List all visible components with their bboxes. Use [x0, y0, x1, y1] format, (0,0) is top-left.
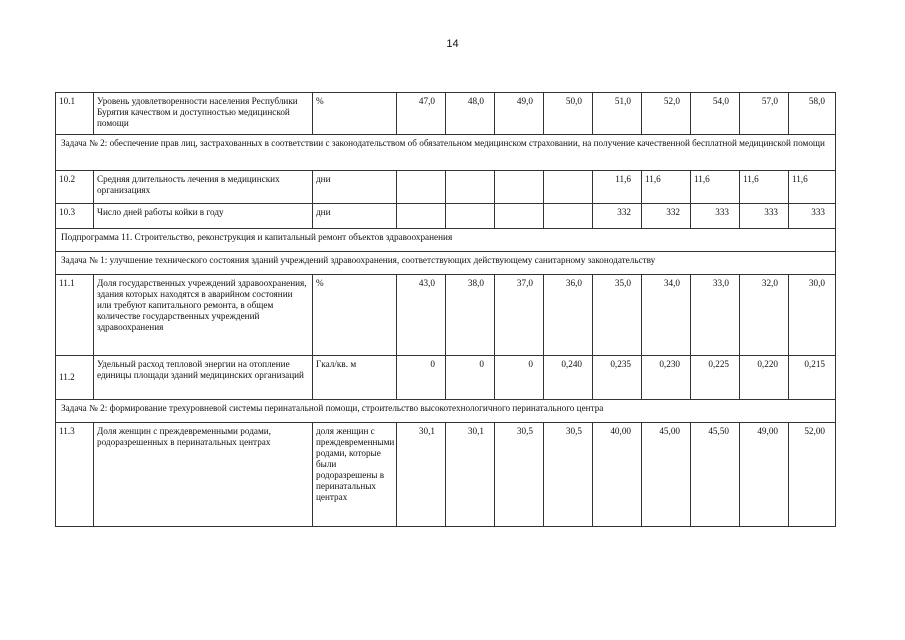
value-cell: 0,235	[593, 356, 642, 400]
value-cell: 45,00	[642, 423, 691, 527]
indicator-name: Уровень удовлетворенности населения Республики Бурятия качеством и доступностью медицинской помощи	[94, 93, 313, 135]
row-id: 11.1	[56, 275, 94, 356]
value-cell: 51,0	[593, 93, 642, 135]
value-cell: 333	[789, 204, 836, 229]
unit: Гкал/кв. м	[313, 356, 397, 400]
table-row	[56, 356, 836, 400]
value-cell	[446, 204, 495, 229]
value-cell	[397, 171, 446, 204]
unit: дни	[313, 171, 397, 204]
indicator-name: Удельный расход тепловой энергии на отопление единицы площади зданий медицинских организаций	[94, 356, 313, 400]
indicators-table	[55, 92, 836, 527]
indicator-name: Средняя длительность лечения в медицинских организациях	[94, 171, 313, 204]
value-cell: 45,50	[691, 423, 740, 527]
value-cell: 57,0	[740, 93, 789, 135]
value-cell: 36,0	[544, 275, 593, 356]
table-row	[56, 93, 836, 135]
value-cell: 30,5	[544, 423, 593, 527]
value-cell: 0	[397, 356, 446, 400]
unit: %	[313, 93, 397, 135]
row-id: 10.1	[56, 93, 94, 135]
section-title: Задача № 1: улучшение технического состояния зданий учреждений здравоохранения, соответствующих действующему санитарному законодательству	[56, 252, 836, 275]
value-cell: 47,0	[397, 93, 446, 135]
value-cell	[446, 171, 495, 204]
value-cell: 30,1	[446, 423, 495, 527]
value-cell: 52,0	[642, 93, 691, 135]
value-cell: 49,00	[740, 423, 789, 527]
value-cell	[495, 171, 544, 204]
row-id: 11.3	[56, 423, 94, 527]
value-cell: 333	[740, 204, 789, 229]
value-cell: 33,0	[691, 275, 740, 356]
value-cell: 333	[691, 204, 740, 229]
value-cell: 0,240	[544, 356, 593, 400]
value-cell	[544, 204, 593, 229]
value-cell: 43,0	[397, 275, 446, 356]
value-cell: 332	[642, 204, 691, 229]
indicator-name: Доля государственных учреждений здравоохранения, здания которых находятся в аварийном состоянии или требуют капитального ремонта, в общем количестве государственных учреждений здравоохранения	[94, 275, 313, 356]
indicator-name: Число дней работы койки в году	[94, 204, 313, 229]
value-cell: 49,0	[495, 93, 544, 135]
section-title: Задача № 2: обеспечение прав лиц, застрахованных в соответствии с законодательством об обязательном медицинском страховании, на получение качественной бесплатной медицинской помощи	[56, 135, 836, 171]
row-id: 11.2	[56, 356, 94, 400]
table-row	[56, 423, 836, 527]
unit: %	[313, 275, 397, 356]
value-cell	[397, 204, 446, 229]
row-id: 10.3	[56, 204, 94, 229]
value-cell	[544, 171, 593, 204]
value-cell: 30,1	[397, 423, 446, 527]
value-cell: 11,6	[691, 171, 740, 204]
table-row	[56, 204, 836, 229]
value-cell: 332	[593, 204, 642, 229]
table-row	[56, 275, 836, 356]
value-cell: 0,220	[740, 356, 789, 400]
page-number: 14	[446, 38, 459, 50]
value-cell: 35,0	[593, 275, 642, 356]
value-cell: 54,0	[691, 93, 740, 135]
row-id: 10.2	[56, 171, 94, 204]
value-cell: 30,5	[495, 423, 544, 527]
unit: дни	[313, 204, 397, 229]
value-cell: 38,0	[446, 275, 495, 356]
section-row	[56, 229, 836, 252]
value-cell: 48,0	[446, 93, 495, 135]
value-cell: 37,0	[495, 275, 544, 356]
value-cell: 30,0	[789, 275, 836, 356]
section-title: Подпрограмма 11. Строительство, реконструкция и капитальный ремонт объектов здравоохранения	[56, 229, 836, 252]
value-cell: 0	[446, 356, 495, 400]
value-cell: 11,6	[593, 171, 642, 204]
value-cell: 58,0	[789, 93, 836, 135]
value-cell: 50,0	[544, 93, 593, 135]
value-cell	[495, 204, 544, 229]
value-cell: 0,230	[642, 356, 691, 400]
value-cell: 52,00	[789, 423, 836, 527]
section-row	[56, 135, 836, 171]
value-cell: 0,215	[789, 356, 836, 400]
section-title: Задача № 2: формирование трехуровневой системы перинатальной помощи, строительство высокотехнологичного перинатального центра	[56, 400, 836, 423]
unit: доля женщин с преждевременными родами, которые были родоразрешены в перинатальных центрах	[313, 423, 397, 527]
value-cell: 40,00	[593, 423, 642, 527]
section-row	[56, 400, 836, 423]
table-row	[56, 171, 836, 204]
value-cell: 11,6	[740, 171, 789, 204]
value-cell: 32,0	[740, 275, 789, 356]
value-cell: 34,0	[642, 275, 691, 356]
value-cell: 0,225	[691, 356, 740, 400]
value-cell: 11,6	[642, 171, 691, 204]
value-cell: 11,6	[789, 171, 836, 204]
indicator-name: Доля женщин с преждевременными родами, родоразрешенных в перинатальных центрах	[94, 423, 313, 527]
value-cell: 0	[495, 356, 544, 400]
section-row	[56, 252, 836, 275]
